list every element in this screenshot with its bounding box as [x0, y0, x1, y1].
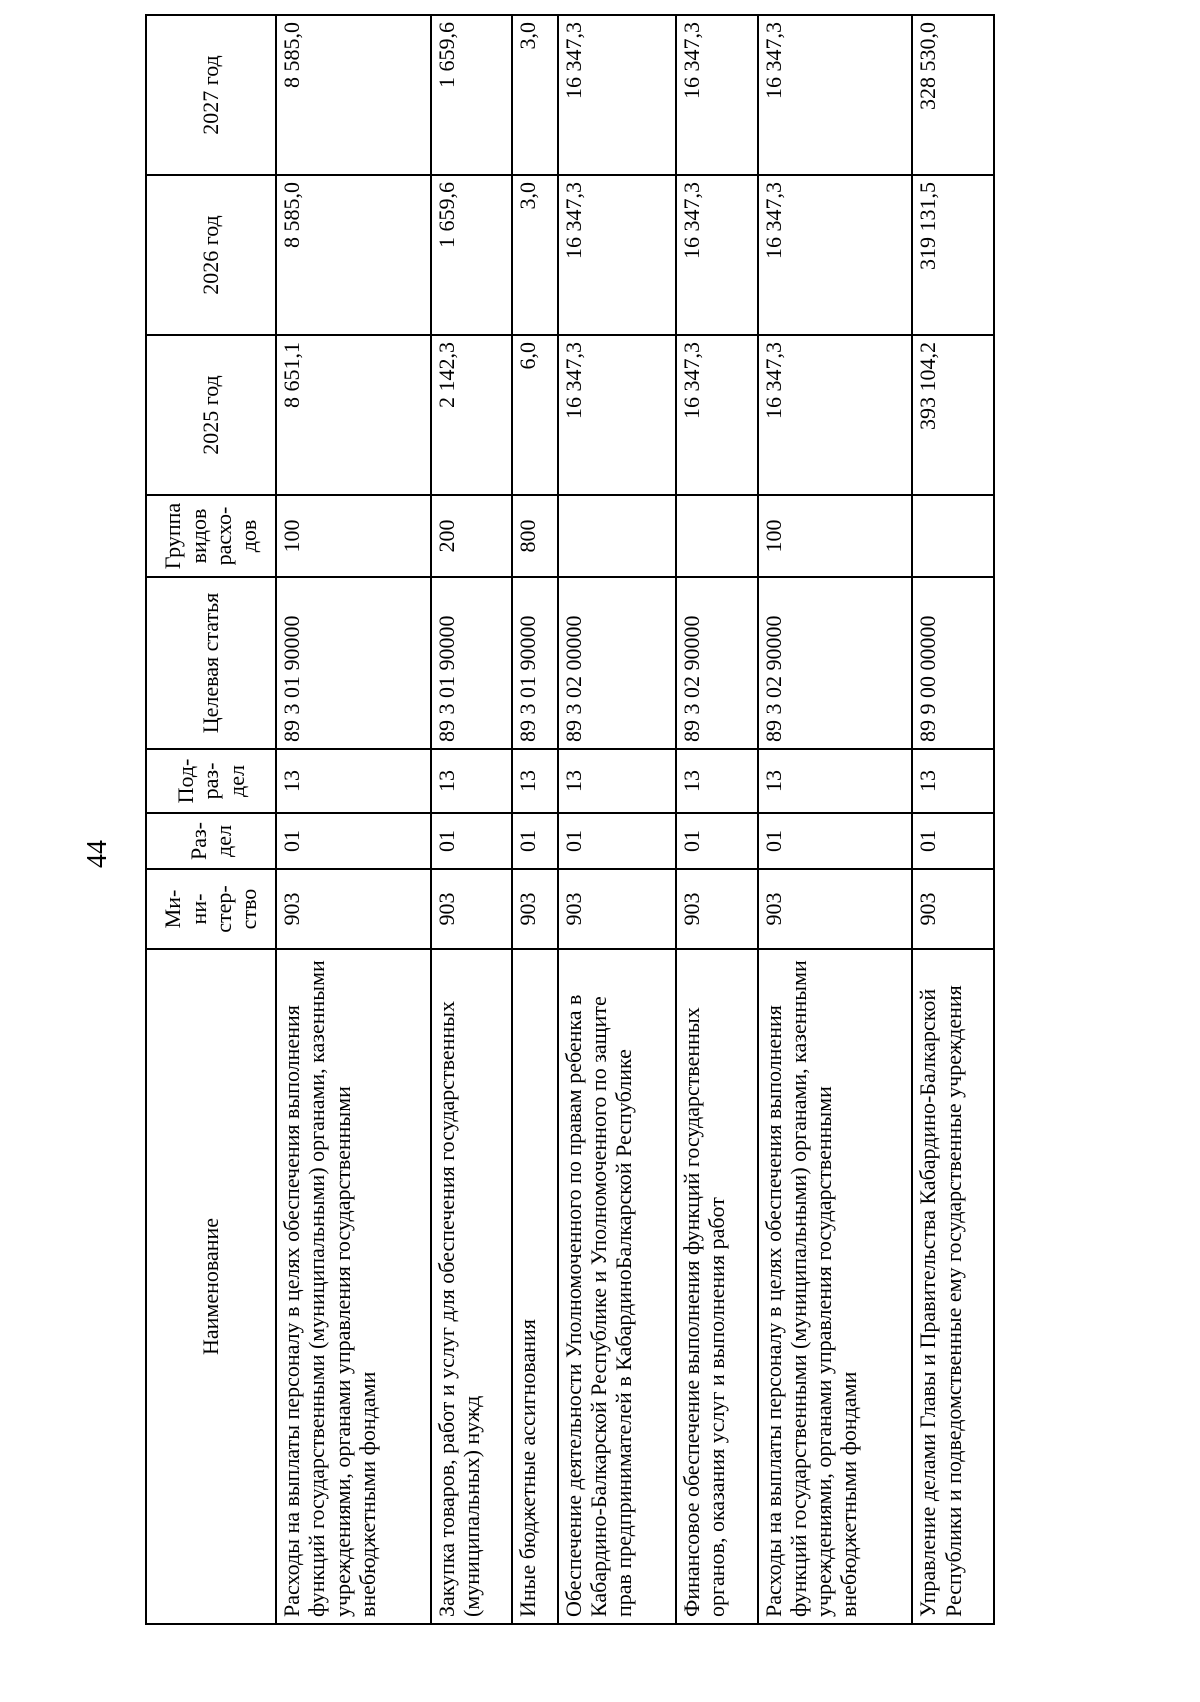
cell-gruppa: 800 [512, 495, 557, 577]
cell-2026: 16 347,3 [558, 175, 676, 335]
cell-celevaya: 89 9 00 00000 [912, 577, 994, 749]
cell-2027: 3,0 [512, 15, 557, 175]
cell-podrazdel: 13 [758, 749, 913, 813]
cell-2027: 16 347,3 [758, 15, 913, 175]
page-number: 44 [82, 840, 113, 868]
cell-podrazdel: 13 [676, 749, 758, 813]
cell-gruppa [912, 495, 994, 577]
cell-ministry: 903 [276, 869, 431, 949]
cell-podrazdel: 13 [912, 749, 994, 813]
cell-ministry: 903 [512, 869, 557, 949]
cell-razdel: 01 [676, 813, 758, 869]
cell-2025: 8 651,1 [276, 335, 431, 495]
cell-name: Управление делами Главы и Правительства Кабардино-Балкарской Республики и подведомственные ему государственные учреждения [912, 949, 994, 1624]
cell-razdel: 01 [558, 813, 676, 869]
cell-celevaya: 89 3 02 00000 [558, 577, 676, 749]
cell-razdel: 01 [758, 813, 913, 869]
table-row [758, 15, 913, 1624]
cell-2026: 8 585,0 [276, 175, 431, 335]
header-celevaya: Целевая статья [146, 577, 276, 749]
cell-2026: 3,0 [512, 175, 557, 335]
cell-celevaya: 89 3 01 90000 [431, 577, 513, 749]
cell-2027: 16 347,3 [676, 15, 758, 175]
cell-razdel: 01 [431, 813, 513, 869]
cell-gruppa: 100 [758, 495, 913, 577]
cell-2026: 16 347,3 [758, 175, 913, 335]
table-row [912, 15, 994, 1624]
header-razdel: Раз-дел [146, 813, 276, 869]
cell-gruppa: 100 [276, 495, 431, 577]
header-ministry: Ми-ни-стер-ство [146, 869, 276, 949]
table-row [558, 15, 676, 1624]
cell-2025: 393 104,2 [912, 335, 994, 495]
table-row [512, 15, 557, 1624]
cell-podrazdel: 13 [276, 749, 431, 813]
cell-2027: 328 530,0 [912, 15, 994, 175]
cell-2027: 8 585,0 [276, 15, 431, 175]
cell-2025: 16 347,3 [676, 335, 758, 495]
cell-2026: 16 347,3 [676, 175, 758, 335]
cell-razdel: 01 [276, 813, 431, 869]
cell-2025: 16 347,3 [758, 335, 913, 495]
cell-name: Расходы на выплаты персоналу в целях обеспечения выполнения функций государственными (муниципальными) органами, казенными учреждениями, органами управления государственными внебюджетными фондами [276, 949, 431, 1624]
header-2027: 2027 год [146, 15, 276, 175]
cell-gruppa [676, 495, 758, 577]
cell-celevaya: 89 3 01 90000 [276, 577, 431, 749]
budget-table [145, 14, 995, 1625]
cell-gruppa: 200 [431, 495, 513, 577]
cell-gruppa [558, 495, 676, 577]
cell-2025: 16 347,3 [558, 335, 676, 495]
header-name: Наименование [146, 949, 276, 1624]
cell-name: Финансовое обеспечение выполнения функций государственных органов, оказания услуг и выполнения работ [676, 949, 758, 1624]
cell-2026: 319 131,5 [912, 175, 994, 335]
table-row [431, 15, 513, 1624]
cell-celevaya: 89 3 01 90000 [512, 577, 557, 749]
cell-podrazdel: 13 [431, 749, 513, 813]
header-2025: 2025 год [146, 335, 276, 495]
cell-ministry: 903 [758, 869, 913, 949]
table-row [676, 15, 758, 1624]
cell-ministry: 903 [558, 869, 676, 949]
cell-ministry: 903 [676, 869, 758, 949]
cell-razdel: 01 [512, 813, 557, 869]
cell-2026: 1 659,6 [431, 175, 513, 335]
cell-name: Обеспечение деятельности Уполномоченного по правам ребенка в Кабардино-Балкарской Республике и Уполномоченного по защите прав предпринимателей в КабардиноБалкарской Республике [558, 949, 676, 1624]
cell-ministry: 903 [912, 869, 994, 949]
budget-table-rotated [145, 15, 995, 1625]
cell-name: Иные бюджетные ассигнования [512, 949, 557, 1624]
cell-2025: 2 142,3 [431, 335, 513, 495]
cell-celevaya: 89 3 02 90000 [758, 577, 913, 749]
cell-celevaya: 89 3 02 90000 [676, 577, 758, 749]
table-row [276, 15, 431, 1624]
table-header-row [146, 15, 276, 1624]
header-gruppa: Группа видов расхо-дов [146, 495, 276, 577]
header-podrazdel: Под-раз-дел [146, 749, 276, 813]
cell-name: Расходы на выплаты персоналу в целях обеспечения выполнения функций государственными (муниципальными) органами, казенными учреждениями, органами управления государственными внебюджетными фондами [758, 949, 913, 1624]
cell-podrazdel: 13 [558, 749, 676, 813]
cell-2027: 16 347,3 [558, 15, 676, 175]
cell-ministry: 903 [431, 869, 513, 949]
cell-2027: 1 659,6 [431, 15, 513, 175]
cell-name: Закупка товаров, работ и услуг для обеспечения государственных (муниципальных) нужд [431, 949, 513, 1624]
cell-razdel: 01 [912, 813, 994, 869]
cell-2025: 6,0 [512, 335, 557, 495]
cell-podrazdel: 13 [512, 749, 557, 813]
header-2026: 2026 год [146, 175, 276, 335]
